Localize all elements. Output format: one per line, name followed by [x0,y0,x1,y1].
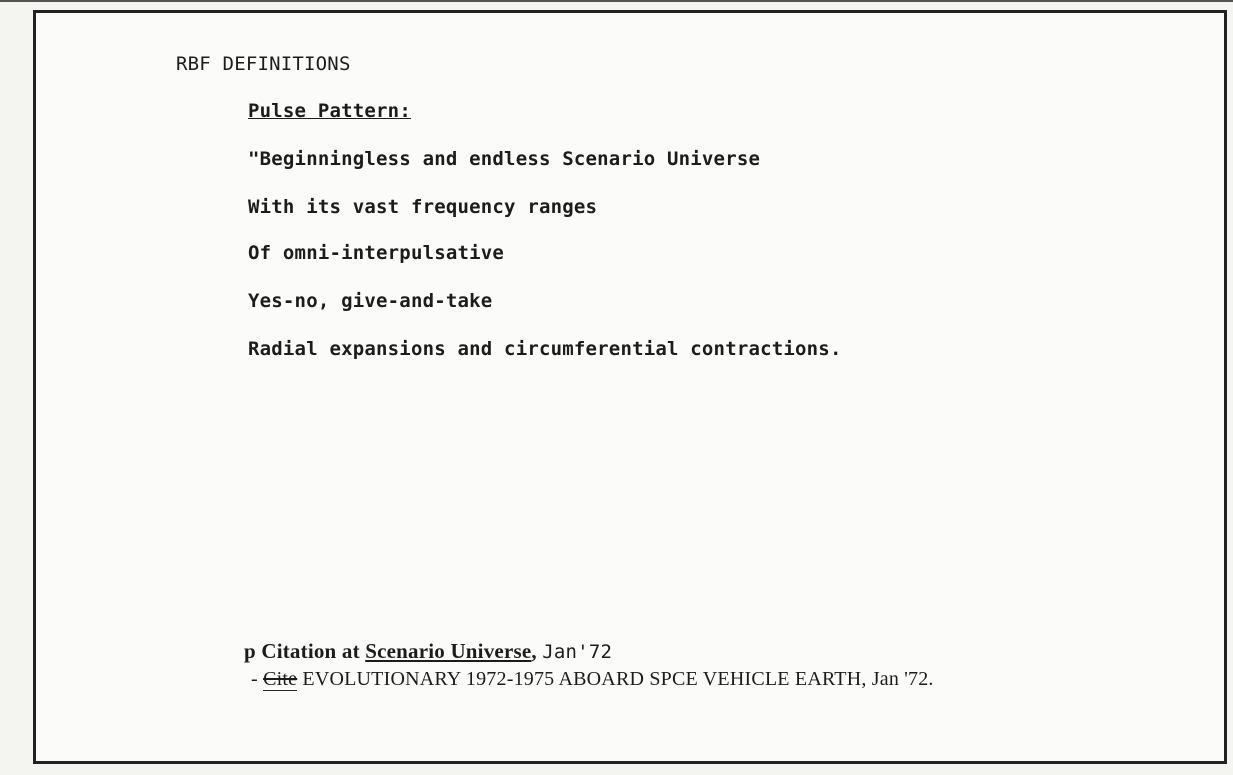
citation-line-2 [251,669,934,689]
term-name: Pulse Pattern [248,100,400,122]
definition-line-1: "Beginningless and endless Scenario Universe [248,148,761,170]
definition-line-4: Yes-no, give-and-take [248,290,493,312]
citation-separator: , [531,639,543,663]
citation-date: Jan'72 [542,641,613,663]
citation-source: Scenario Universe [365,639,532,663]
citation-line [244,641,612,662]
definition-line-3: Of omni-interpulsative [248,242,505,264]
card-heading: RBF DEFINITIONS [176,53,351,75]
citation2-text: EVOLUTIONARY 1972-1975 ABOARD SPCE VEHICLE EARTH, Jan '72. [297,668,934,690]
term-colon: : [399,100,411,122]
definition-line-2: With its vast frequency ranges [248,196,598,218]
citation2-struck-word: Cite [263,668,298,690]
definition-line-5: Radial expansions and circumferential contractions. [248,338,842,360]
page-top-edge [0,0,1233,2]
term-title [248,102,411,121]
definition-card [33,10,1227,764]
citation-prefix: p Citation at [244,639,366,663]
citation2-dash: - [251,668,264,690]
